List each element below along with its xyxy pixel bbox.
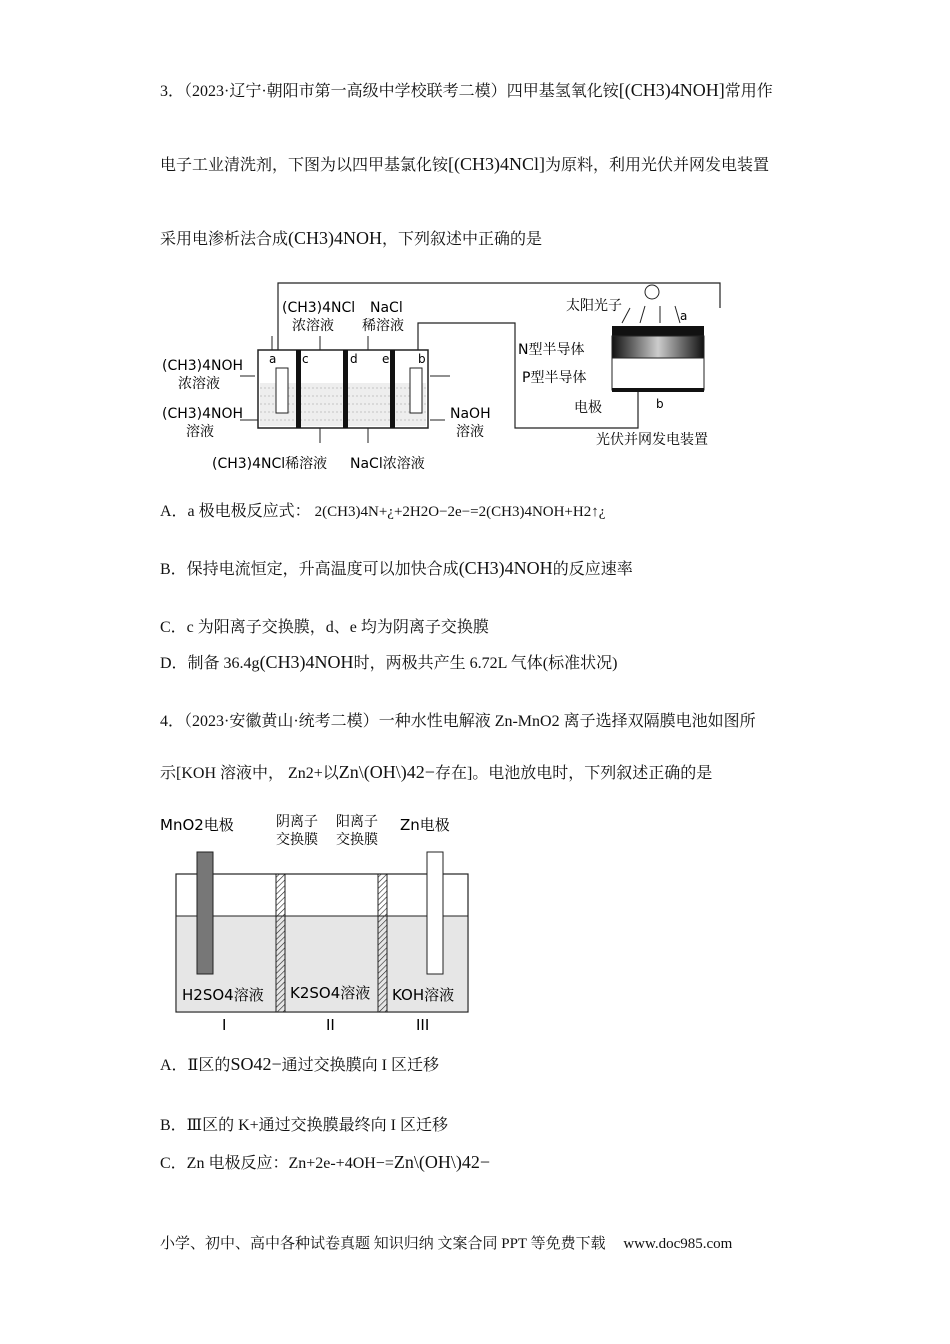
q4-line1 — [160, 708, 756, 731]
q3-optd-b: 时，两极共产生 6.72L 气体(标准状况) — [353, 655, 618, 672]
q3-line1 — [160, 78, 773, 101]
q3-formula3: (CH3)4NOH — [288, 228, 383, 248]
left-top-2: 浓溶液 — [178, 376, 220, 392]
right-2: 溶液 — [456, 424, 484, 440]
pv-caption: 光伏并网发电装置 — [596, 432, 708, 448]
q3-text3a: 采用电渗析法合成 — [160, 231, 289, 248]
q3-optd-a: D．制备 36.4g — [160, 655, 260, 672]
electrode-label: 电极 — [574, 400, 602, 416]
pv-b: b — [656, 397, 664, 411]
q4-formula1: Zn\(OH\)42− — [338, 762, 435, 782]
top-right-1: NaCl — [370, 300, 403, 316]
cation-label-1: 阳离子 — [336, 814, 378, 830]
sol-koh: KOH溶液 — [392, 986, 455, 1004]
cation-label-2: 交换膜 — [336, 832, 378, 848]
q3-text1: 四甲基氢氧化铵 — [506, 83, 619, 100]
footer — [160, 1232, 732, 1253]
q4-option-a — [160, 1052, 439, 1075]
q4-option-c — [160, 1150, 490, 1173]
q4-optc-a: C．Zn 电极反应：Zn+2e-+4OH−= — [160, 1155, 394, 1172]
footer-left: 小学、初中、高中各种试卷真题 知识归纳 文案合同 PPT 等免费下载 — [160, 1236, 606, 1252]
q3-optb-b: 的反应速率 — [552, 561, 633, 578]
label-c: c — [302, 352, 309, 366]
q3-diagram — [160, 278, 740, 478]
q3-option-b — [160, 556, 633, 579]
q3-optb-a: B．保持电流恒定，升高温度可以加快合成 — [160, 561, 459, 578]
q3-optb-formula: (CH3)4NOH — [458, 558, 553, 578]
label-d: d — [350, 352, 358, 366]
q3-optd-formula: (CH3)4NOH — [259, 652, 354, 672]
footer-url[interactable]: www.doc985.com — [623, 1236, 733, 1252]
q3-option-a — [160, 498, 605, 521]
bottom-left: (CH3)4NCl稀溶液 — [212, 456, 328, 472]
q4-text2b: 存在]。电池放电时，下列叙述正确的是 — [434, 765, 713, 782]
q3-number: 3． — [160, 83, 185, 100]
q3-opta-label: A．a 极电极反应式： — [160, 503, 311, 520]
p-type: P型半导体 — [522, 370, 587, 386]
top-left-2: 浓溶液 — [292, 318, 334, 334]
q4-opta-a: A．Ⅱ区的 — [160, 1057, 231, 1074]
q3-text2a: 电子工业清洗剂，下图为以四甲基氯化铵 — [160, 157, 449, 174]
left-bot-1: (CH3)4NOH — [162, 406, 244, 422]
q4-opta-formula: SO42− — [230, 1054, 282, 1074]
region-2: II — [326, 1016, 335, 1032]
label-a: a — [269, 352, 277, 366]
q3-formula1: [(CH3)4NOH] — [618, 80, 725, 100]
left-bot-2: 溶液 — [186, 424, 214, 440]
left-top-1: (CH3)4NOH — [162, 358, 244, 374]
q4-optc-formula: Zn\(OH\)42− — [393, 1152, 490, 1172]
zn-label: Zn电极 — [400, 816, 450, 834]
sun-label: 太阳光子 — [566, 298, 622, 314]
q4-source: （2023·安徽黄山·统考二模） — [184, 713, 379, 730]
mno2-label: MnO2电极 — [160, 816, 234, 834]
q3-option-d — [160, 650, 617, 673]
n-type: N型半导体 — [518, 342, 585, 358]
sol-k2so4: K2SO4溶液 — [290, 984, 371, 1002]
label-b: b — [418, 352, 426, 366]
sol-h2so4: H2SO4溶液 — [182, 986, 264, 1004]
q4-line2 — [160, 760, 712, 783]
q3-text3b: ，下列叙述中正确的是 — [382, 231, 543, 248]
q3-text2b: 为原料，利用光伏并网发电装置 — [545, 157, 770, 174]
q3-source: （2023·辽宁·朝阳市第一高级中学校联考二模） — [184, 83, 507, 100]
bottom-right: NaCl浓溶液 — [350, 456, 425, 472]
q3-text1b: 常用作 — [724, 83, 773, 100]
q3-option-c: C．c 为阳离子交换膜，d、e 均为阴离子交换膜 — [160, 619, 489, 636]
top-left-1: (CH3)4NCl — [282, 300, 356, 316]
q3-line3 — [160, 226, 542, 249]
label-e: e — [382, 352, 390, 366]
anion-label-2: 交换膜 — [276, 832, 318, 848]
q3-formula2: [(CH3)4NCl] — [448, 154, 546, 174]
q4-text1: 一种水性电解液 Zn-MnO2 离子选择双隔膜电池如图所 — [378, 713, 756, 730]
q4-diagram — [160, 812, 480, 1032]
top-right-2: 稀溶液 — [362, 318, 404, 334]
region-1: I — [222, 1016, 227, 1032]
q4-number: 4． — [160, 713, 185, 730]
pv-a: a — [680, 309, 688, 323]
sun-icon — [645, 285, 659, 299]
q3-opta-formula: 2(CH3)4N+¿+2H2O−2e−=2(CH3)4NOH+H2↑¿ — [314, 504, 606, 520]
q3-line2 — [160, 152, 769, 175]
q4-option-b: B．Ⅲ区的 K+通过交换膜最终向 I 区迁移 — [160, 1117, 449, 1134]
q4-opta-b: 通过交换膜向 I 区迁移 — [281, 1057, 439, 1074]
region-3: III — [416, 1016, 430, 1032]
right-1: NaOH — [450, 406, 491, 422]
anion-label-1: 阴离子 — [276, 814, 318, 830]
q4-text2a: 示[KOH 溶液中， Zn2+以 — [160, 765, 339, 782]
